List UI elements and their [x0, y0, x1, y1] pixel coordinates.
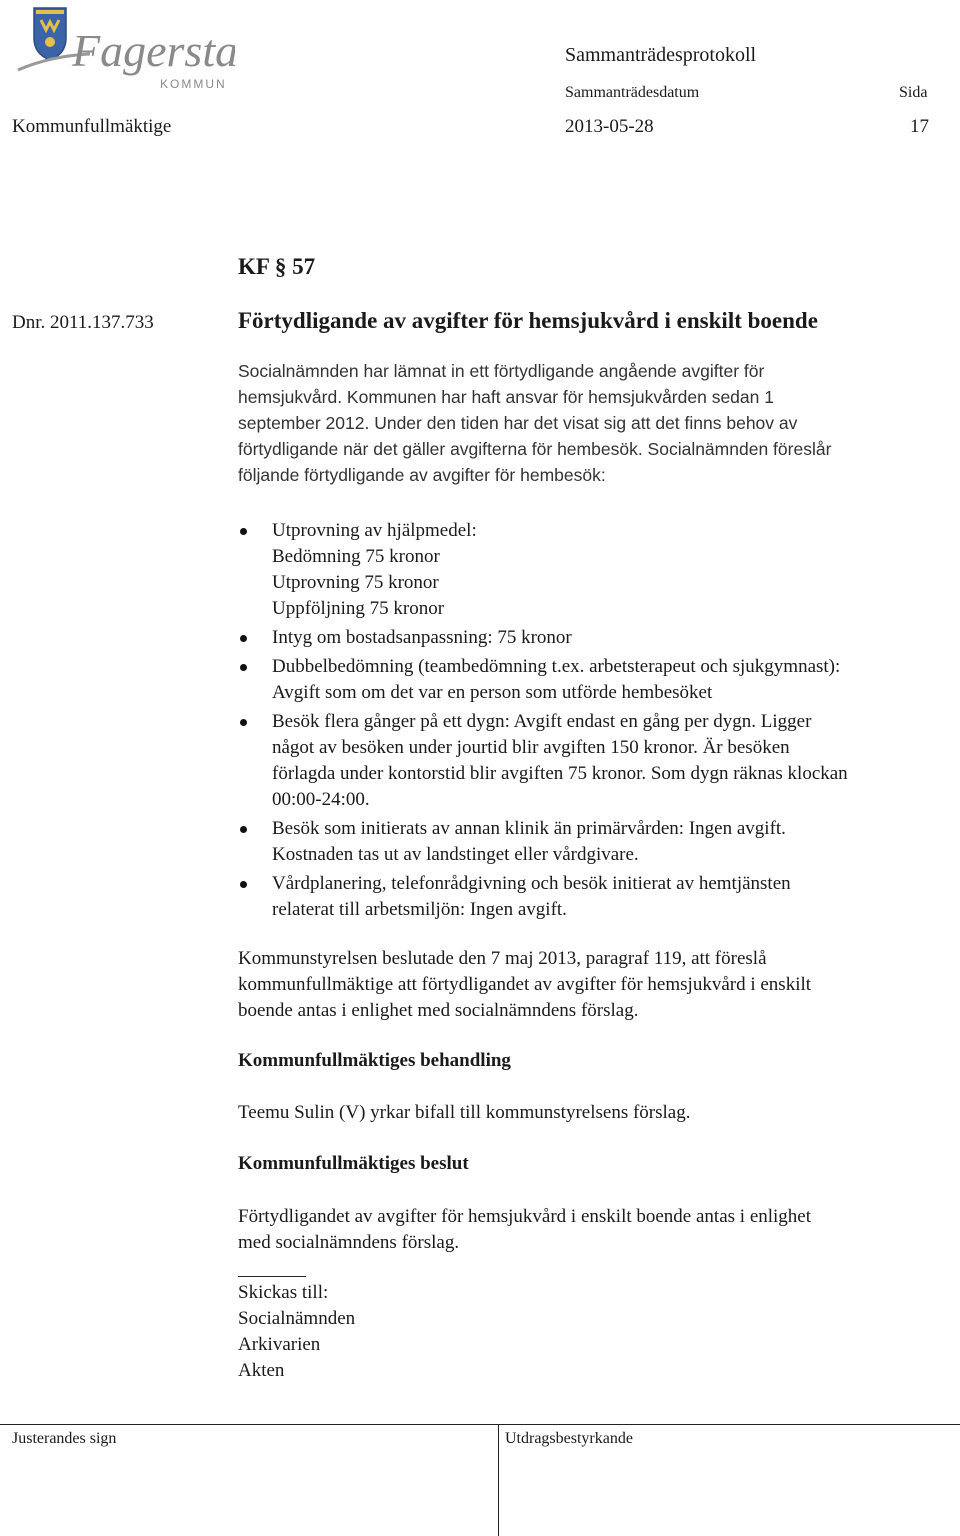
recipient: Socialnämnden	[238, 1308, 356, 1329]
paragraph-line: Förtydligandet av avgifter för hemsjukvård i enskilt boende antas i enlighet	[238, 1206, 812, 1227]
meeting-date: 2013-05-28	[565, 116, 654, 137]
paragraph-line: boende antas i enlighet med socialnämndens förslag.	[238, 1000, 639, 1021]
fee-list	[238, 518, 953, 926]
list-item	[238, 654, 953, 706]
list-item-line: 00:00-24:00.	[272, 789, 370, 810]
list-item-line: förlagda under kontorstid blir avgiften 75 kronor. Som dygn räknas klockan	[272, 763, 848, 784]
list-item-line: Besök flera gånger på ett dygn: Avgift endast en gång per dygn. Ligger	[272, 711, 812, 732]
recipient: Akten	[238, 1360, 285, 1381]
intro-line: följande förtydligande av avgifter för hembesök:	[238, 465, 606, 485]
footer-divider	[498, 1424, 499, 1536]
sent-to-label: Skickas till:	[238, 1282, 329, 1303]
signature-label: Justerandes sign	[12, 1430, 117, 1447]
list-item-line: Dubbelbedömning (teambedömning t.ex. arbetsterapeut och sjukgymnast):	[272, 656, 841, 677]
list-item-line: Bedömning 75 kronor	[272, 546, 440, 567]
paragraph-line: kommunfullmäktige att förtydligandet av avgifter för hemsjukvård i enskilt	[238, 974, 812, 995]
decision-paragraph	[238, 1204, 938, 1256]
document-type: Sammanträdesprotokoll	[565, 44, 757, 66]
list-item	[238, 709, 953, 813]
intro-line: hemsjukvård. Kommunen har haft ansvar för hemsjukvården sedan 1	[238, 387, 774, 407]
ks-decision-paragraph	[238, 946, 938, 1024]
intro-paragraph	[238, 358, 938, 488]
fagersta-logo-icon	[10, 4, 235, 96]
extract-label: Utdragsbestyrkande	[505, 1430, 633, 1447]
list-item-line: relaterat till arbetsmiljön: Ingen avgift.	[272, 899, 567, 920]
footer-rule	[0, 1424, 960, 1425]
list-item	[238, 871, 953, 923]
divider	[238, 1276, 306, 1277]
list-item-line: Kostnaden tas ut av landstinget eller vårdgivare.	[272, 844, 639, 865]
section-title: Förtydligande av avgifter för hemsjukvård i enskilt boende	[238, 308, 818, 333]
page-label: Sida	[899, 84, 928, 101]
svg-text:Fagersta: Fagersta	[72, 25, 235, 76]
list-item	[238, 816, 953, 868]
paragraph-line: Kommunstyrelsen beslutade den 7 maj 2013, paragraf 119, att föreslå	[238, 948, 767, 969]
paragraph-line: med socialnämndens förslag.	[238, 1232, 460, 1253]
list-item-line: Intyg om bostadsanpassning: 75 kronor	[272, 627, 572, 648]
handling-text: Teemu Sulin (V) yrkar bifall till kommunstyrelsens förslag.	[238, 1102, 691, 1123]
list-item-line: Besök som initierats av annan klinik än primärvården: Ingen avgift.	[272, 818, 786, 839]
list-item	[238, 625, 953, 651]
list-item	[238, 518, 953, 622]
paragraph-number: KF § 57	[238, 254, 316, 279]
body-name: Kommunfullmäktige	[12, 116, 172, 137]
sent-to-block	[238, 1280, 938, 1384]
intro-line: september 2012. Under den tiden har det visat sig att det finns behov av	[238, 413, 798, 433]
intro-line: Socialnämnden har lämnat in ett förtydligande angående avgifter för	[238, 361, 765, 381]
intro-line: förtydligande när det gäller avgifterna för hembesök. Socialnämnden föreslår	[238, 439, 832, 459]
list-item-line: Utprovning 75 kronor	[272, 572, 439, 593]
municipality-logo	[10, 4, 235, 96]
page-number: 17	[910, 116, 929, 137]
list-item-line: Vårdplanering, telefonrådgivning och besök initierat av hemtjänsten	[272, 873, 791, 894]
list-item-line: Utprovning av hjälpmedel:	[272, 520, 477, 541]
diary-number: Dnr. 2011.137.733	[12, 312, 154, 333]
decision-heading: Kommunfullmäktiges beslut	[238, 1153, 469, 1174]
svg-text:KOMMUN: KOMMUN	[160, 77, 227, 91]
list-item-line: Uppföljning 75 kronor	[272, 598, 445, 619]
date-label: Sammanträdesdatum	[565, 84, 700, 101]
list-item-line: Avgift som om det var en person som utförde hembesöket	[272, 682, 713, 703]
recipient: Arkivarien	[238, 1334, 321, 1355]
handling-heading: Kommunfullmäktiges behandling	[238, 1050, 511, 1071]
list-item-line: något av besöken under jourtid blir avgiften 150 kronor. Är besöken	[272, 737, 790, 758]
